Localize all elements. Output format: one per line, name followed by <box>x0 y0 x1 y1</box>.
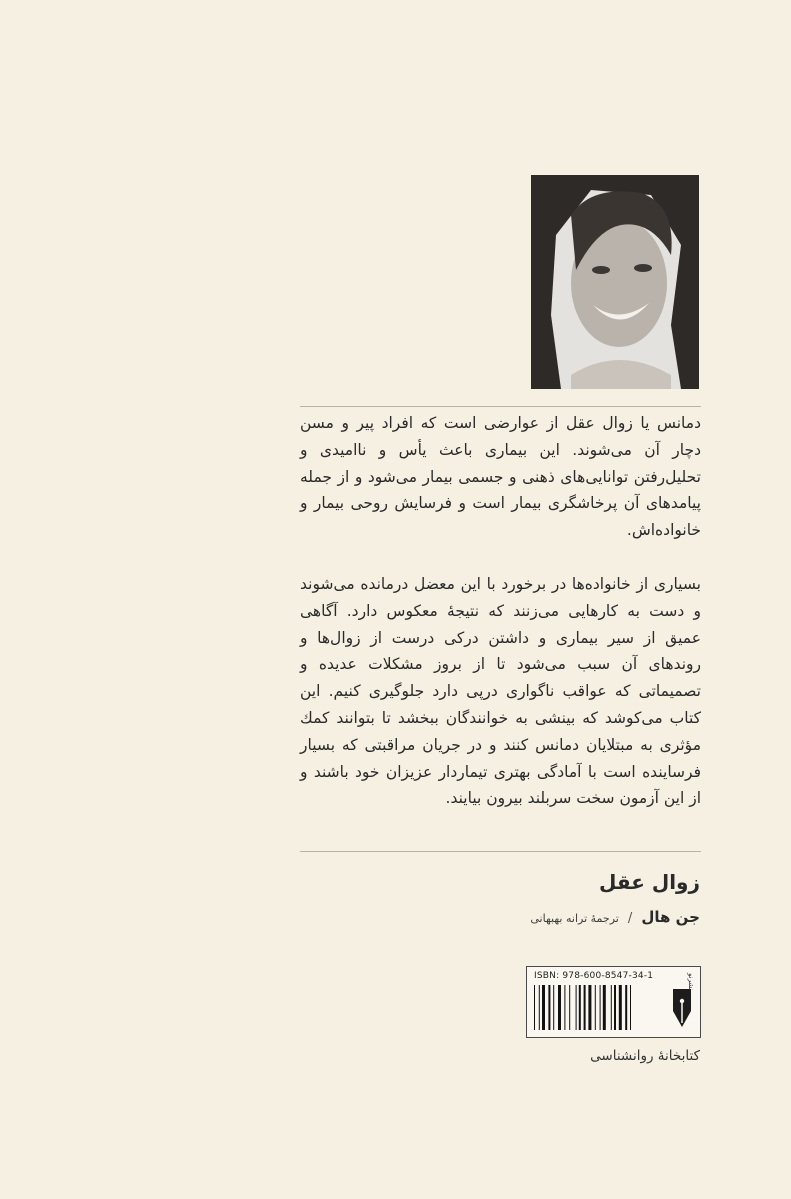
barcode-bar <box>611 985 612 1030</box>
author-portrait-image <box>531 175 699 389</box>
barcode-bar <box>600 985 601 1030</box>
barcode-bar <box>542 985 545 1030</box>
book-title: زوال عقل <box>598 870 700 894</box>
description-paragraph-2: بسیاری از خانواده‌ها در برخورد با این معضل درمانده می‌شوند و دست به کارهایی می‌زنند که نتیجهٔ معکوس دارد. آگاهی عمیق از سیر بیماری و داشتن درکی درست از زوال‌ها و روندهای آن سبب می‌شود تا از بروز مشکلات عدیده و تصمیماتی که عواقب ناگواری درپی دارد جلوگیری کنیم. این کتاب می‌کوشد که بینشی به خوانندگان ببخشد تا بتوانند کمك مؤثری به مبتلایان دمانس کنند و در جریان مراقبتی که بسیار فرساینده است با آمادگی بهتری تیماردار عزیزان خود باشند و از این آزمون سخت سربلند بیرون بیایند. <box>300 575 701 808</box>
barcode-bar <box>548 985 550 1030</box>
barcode-bar <box>569 985 570 1030</box>
author-name: جن هال <box>641 908 700 926</box>
divider-bottom <box>300 851 701 852</box>
barcode-bar <box>534 985 535 1030</box>
barcode-bar <box>603 985 606 1030</box>
isbn-text: ISBN: 978-600-8547-34-1 <box>534 971 654 981</box>
barcode-bar <box>564 985 565 1030</box>
byline-separator: / <box>627 911 633 926</box>
barcode-bar <box>539 985 540 1030</box>
barcode-bar <box>595 985 596 1030</box>
byline <box>530 907 700 926</box>
barcode-box <box>526 966 701 1038</box>
barcode-bar <box>625 985 627 1030</box>
barcode-bar <box>553 985 554 1030</box>
divider-top <box>300 406 701 407</box>
barcode <box>534 985 664 1030</box>
translator-name: ترجمهٔ ترانه بهبهانی <box>530 912 619 925</box>
barcode-bar <box>584 985 586 1030</box>
barcode-bar <box>588 985 591 1030</box>
barcode-bar <box>619 985 622 1030</box>
barcode-bar <box>558 985 561 1030</box>
barcode-bar <box>630 985 631 1030</box>
publisher-label: نشرنو <box>687 973 695 991</box>
author-photo <box>531 175 699 389</box>
series-name: کتابخانهٔ روانشناسی <box>590 1048 700 1064</box>
barcode-bar <box>614 985 616 1030</box>
barcode-bar <box>576 985 577 1030</box>
barcode-bar <box>579 985 581 1030</box>
description-paragraph-1: دمانس یا زوال عقل از عوارضی است که افراد پیر و مسن دچار آن می‌شوند. این بیماری باعث یأس و ناامیدی و تحلیل‌رفتن توانایی‌های ذهنی و جسمی بیمار می‌شود و از جمله پیامدهای آن پرخاشگری بیمار است و فرسایش روحی بیمار و خانواده‌اش. <box>300 414 701 540</box>
